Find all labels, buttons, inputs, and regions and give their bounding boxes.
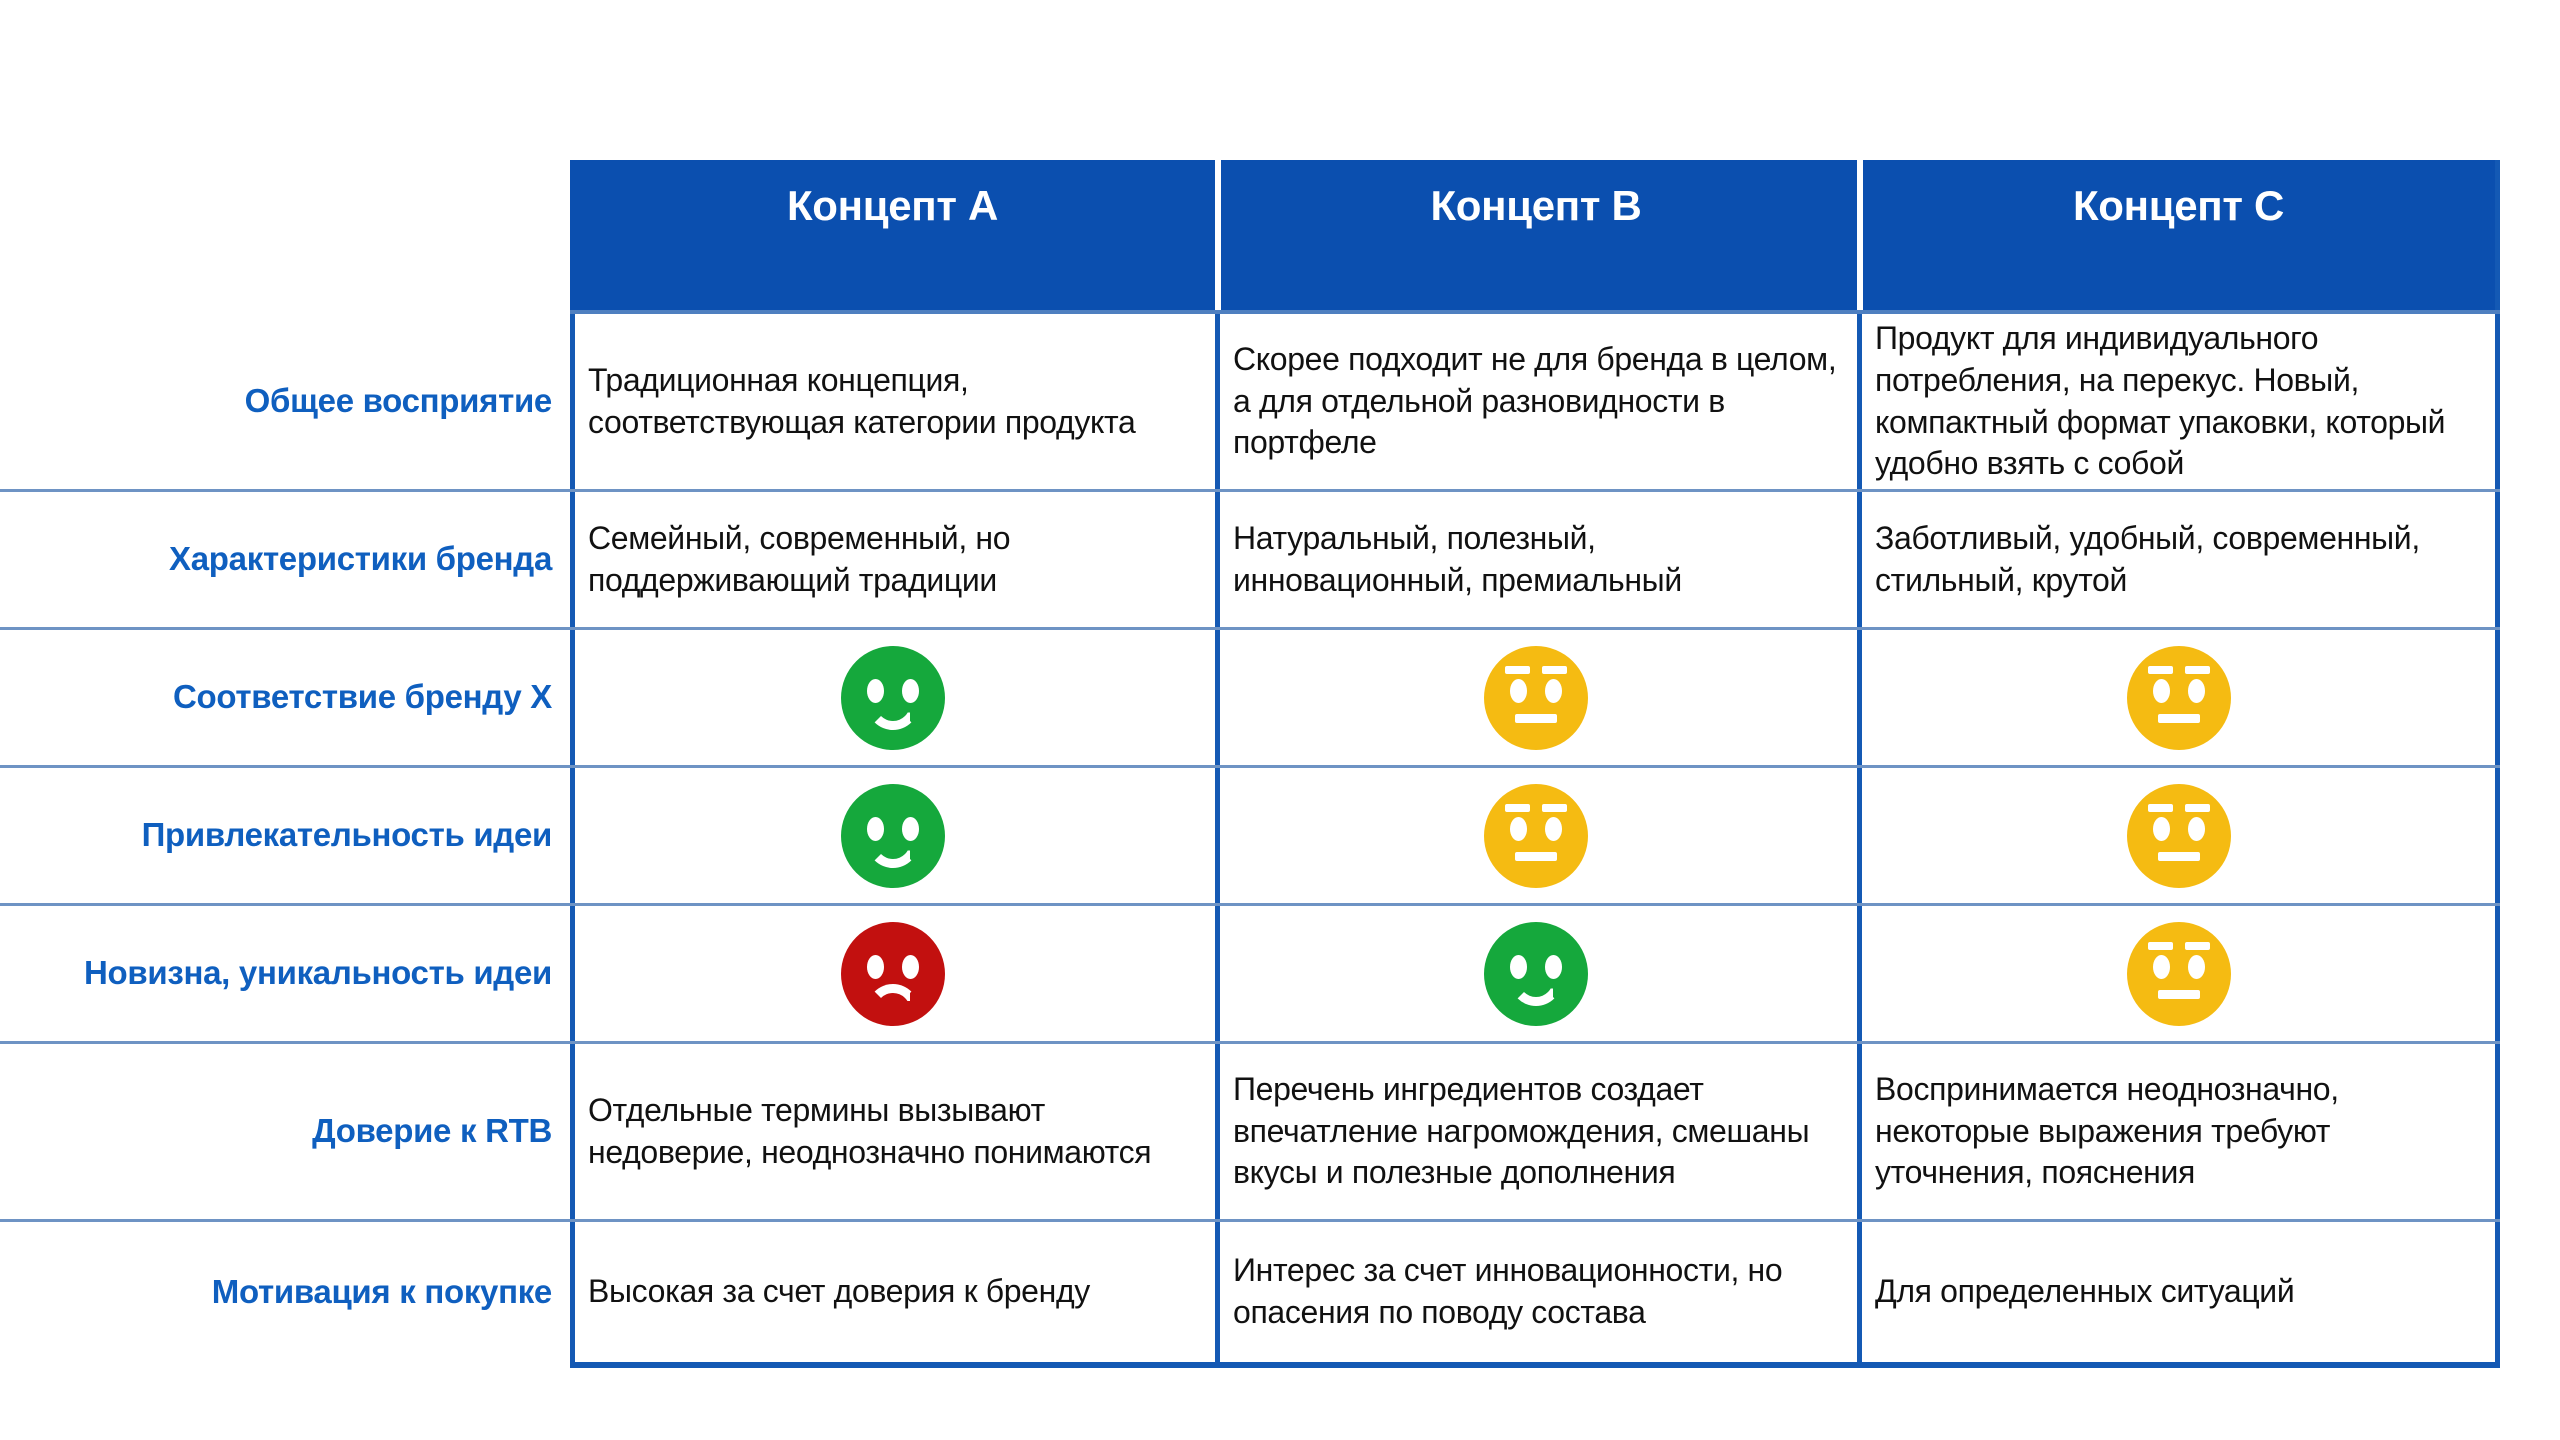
cell-obshchee-vospriyatie-concept-b: Скорее подходит не для бренда в целом, а для отдельной разновидности в портфеле <box>1215 314 1857 489</box>
smiley-happy-green-icon <box>1484 922 1588 1026</box>
smiley-neutral-yellow-icon <box>2127 922 2231 1026</box>
cell-sootvetstvie-brendu-x-concept-b <box>1215 630 1857 765</box>
table-row <box>0 1222 2500 1362</box>
row-label-novizna-unikalnost-idei: Новизна, уникальность идеи <box>84 954 552 992</box>
cell-privlekatelnost-idei-concept-b <box>1215 768 1857 903</box>
cell-novizna-unikalnost-idei-concept-a <box>570 906 1215 1041</box>
cell-doverie-k-rtb-concept-c: Воспринимается неоднозначно, некоторые выражения требуют уточнения, пояснения <box>1857 1044 2500 1219</box>
row-label-sootvetstvie-brendu-x: Соответствие бренду X <box>172 678 552 716</box>
cell-sootvetstvie-brendu-x-concept-c <box>1857 630 2500 765</box>
smiley-neutral-yellow-icon <box>1484 784 1588 888</box>
cell-novizna-unikalnost-idei-concept-c <box>1857 906 2500 1041</box>
table-header-row <box>0 160 2500 310</box>
cell-obshchee-vospriyatie-concept-a: Традиционная концепция, соответствующая категории продукта <box>570 314 1215 489</box>
table-row <box>0 906 2500 1041</box>
smiley-neutral-yellow-icon <box>1484 646 1588 750</box>
cell-doverie-k-rtb-concept-b: Перечень ингредиентов создает впечатление нагромождения, смешаны вкусы и полезные дополнения <box>1215 1044 1857 1219</box>
table-row <box>0 492 2500 627</box>
table-row <box>0 768 2500 903</box>
table-row <box>0 1044 2500 1219</box>
cell-harakteristiki-brenda-concept-c: Заботливый, удобный, современный, стильный, крутой <box>1857 492 2500 627</box>
row-label-obshchee-vospriyatie: Общее восприятие <box>244 382 552 420</box>
cell-motivatsiya-k-pokupke-concept-c: Для определенных ситуаций <box>1857 1222 2500 1362</box>
smiley-happy-green-icon <box>841 646 945 750</box>
table-row <box>0 314 2500 489</box>
column-header-label: Концепт А <box>786 182 999 229</box>
column-header-concept-b <box>1215 160 1857 310</box>
cell-obshchee-vospriyatie-concept-c: Продукт для индивидуального потребления, на перекус. Новый, компактный формат упаковки, который удобно взять с собой <box>1857 314 2500 489</box>
cell-novizna-unikalnost-idei-concept-b <box>1215 906 1857 1041</box>
row-label-motivatsiya-k-pokupke: Мотивация к покупке <box>211 1272 552 1310</box>
table-bottom-frame <box>570 1362 2500 1368</box>
cell-harakteristiki-brenda-concept-b: Натуральный, полезный, инновационный, премиальный <box>1215 492 1857 627</box>
cell-privlekatelnost-idei-concept-c <box>1857 768 2500 903</box>
cell-harakteristiki-brenda-concept-a: Семейный, современный, но поддерживающий традиции <box>570 492 1215 627</box>
cell-motivatsiya-k-pokupke-concept-b: Интерес за счет инновационности, но опасения по поводу состава <box>1215 1222 1857 1362</box>
smiley-happy-green-icon <box>841 784 945 888</box>
smiley-sad-red-icon <box>841 922 945 1026</box>
column-header-label: Концепт C <box>2072 182 2285 229</box>
row-label-doverie-k-rtb: Доверие к RTB <box>312 1112 552 1150</box>
column-header-concept-a <box>570 160 1215 310</box>
column-header-concept-c <box>1857 160 2500 310</box>
cell-sootvetstvie-brendu-x-concept-a <box>570 630 1215 765</box>
smiley-neutral-yellow-icon <box>2127 784 2231 888</box>
cell-doverie-k-rtb-concept-a: Отдельные термины вызывают недоверие, неоднозначно понимаются <box>570 1044 1215 1219</box>
cell-privlekatelnost-idei-concept-a <box>570 768 1215 903</box>
header-stub-cell <box>0 160 570 310</box>
concept-comparison-table <box>0 160 2560 1368</box>
row-label-harakteristiki-brenda: Характеристики бренда <box>169 540 552 578</box>
cell-motivatsiya-k-pokupke-concept-a: Высокая за счет доверия к бренду <box>570 1222 1215 1362</box>
smiley-neutral-yellow-icon <box>2127 646 2231 750</box>
table-row <box>0 630 2500 765</box>
row-label-privlekatelnost-idei: Привлекательность идеи <box>141 816 552 854</box>
column-header-label: Концепт B <box>1430 182 1642 229</box>
